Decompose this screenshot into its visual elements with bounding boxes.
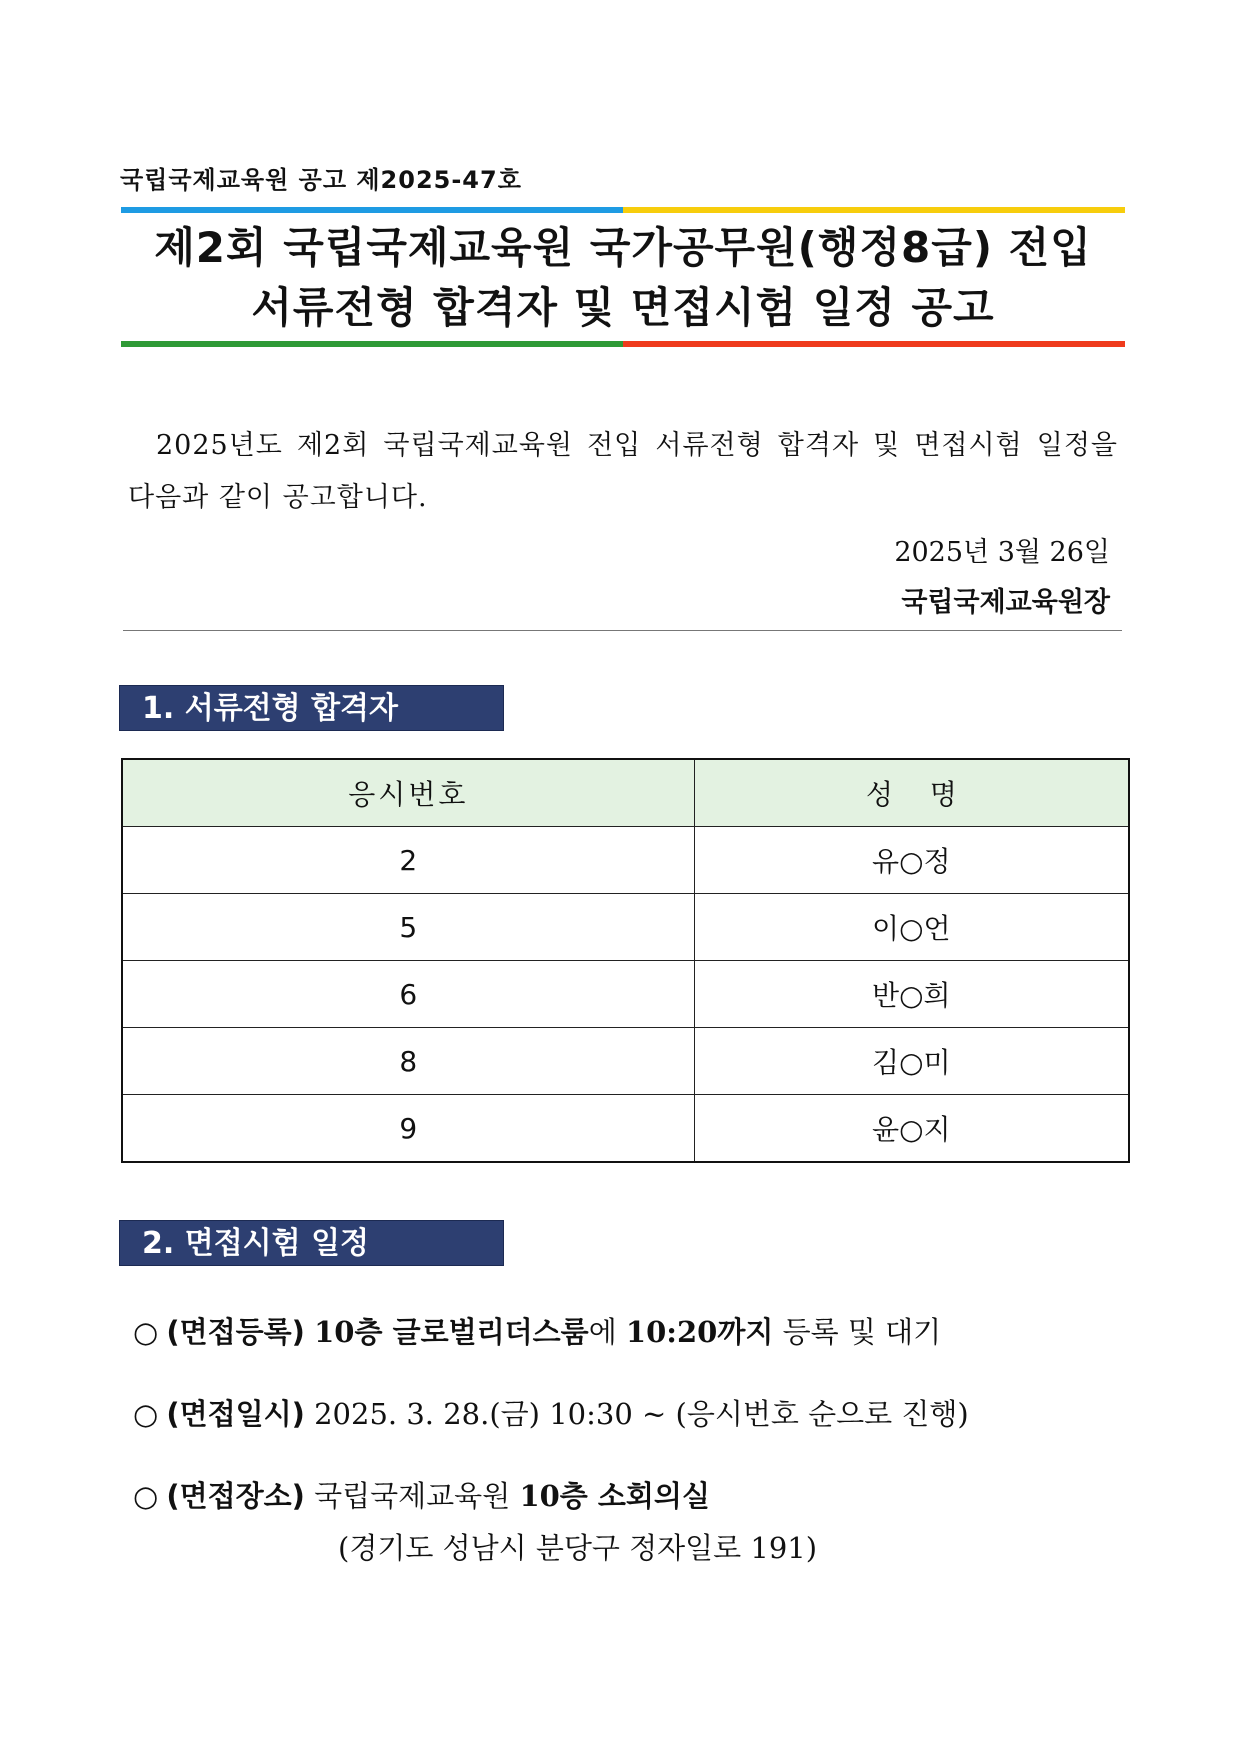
schedule-item-registration [133, 1310, 941, 1351]
registration-time: 10:20까지 [625, 1315, 774, 1349]
section-heading-passers: 1. 서류전형 합격자 [119, 685, 504, 731]
cell-name: 유○정 [694, 827, 1129, 894]
location-text: 국립국제교육원 [314, 1479, 520, 1513]
table-row [122, 827, 1129, 894]
cell-number: 6 [122, 961, 694, 1028]
cell-name: 이○언 [694, 894, 1129, 961]
location-room: 10층 소회의실 [519, 1479, 710, 1513]
registration-place: 10층 글로벌리더스룸 [314, 1315, 589, 1349]
announcement-date: 2025년 3월 26일 [894, 537, 1110, 568]
title-bar-top-left [121, 207, 623, 213]
cell-name: 윤○지 [694, 1095, 1129, 1163]
item-label: (면접장소) [166, 1479, 305, 1513]
cell-name: 김○미 [694, 1028, 1129, 1095]
table-row [122, 894, 1129, 961]
table-row [122, 961, 1129, 1028]
cell-number: 9 [122, 1095, 694, 1163]
table-row [122, 1028, 1129, 1095]
notice-number: 국립국제교육원 공고 제2025-47호 [120, 166, 522, 194]
table-row [122, 1095, 1129, 1163]
title-line-1: 제2회 국립국제교육원 국가공무원(행정8급) 전입 [154, 223, 1092, 272]
item-label: (면접일시) [166, 1397, 305, 1431]
schedule-item-location [133, 1474, 710, 1515]
schedule-item-datetime [133, 1392, 969, 1433]
section-heading-interview: 2. 면접시험 일정 [119, 1220, 504, 1266]
passers-table [121, 758, 1130, 1163]
title-bar-bottom-right [623, 341, 1125, 347]
bullet-circle-icon: ○ [133, 1315, 159, 1349]
divider [123, 630, 1122, 631]
title-line-2: 서류전형 합격자 및 면접시험 일정 공고 [251, 283, 995, 332]
cell-number: 5 [122, 894, 694, 961]
cell-number: 8 [122, 1028, 694, 1095]
bullet-circle-icon: ○ [133, 1479, 159, 1513]
title-bar-top-right [623, 207, 1125, 213]
signer: 국립국제교육원장 [901, 587, 1110, 618]
registration-text-2: 등록 및 대기 [773, 1315, 942, 1349]
location-address: (경기도 성남시 분당구 정자일로 191) [338, 1531, 818, 1565]
title-bar-bottom-left [121, 341, 623, 347]
table-header-row [122, 759, 1129, 827]
page-title [121, 218, 1125, 338]
cell-number: 2 [122, 827, 694, 894]
column-header-number: 응시번호 [122, 759, 694, 827]
bullet-circle-icon: ○ [133, 1397, 159, 1431]
registration-text: 에 [588, 1315, 626, 1349]
item-label: (면접등록) [166, 1315, 305, 1349]
interview-datetime: 2025. 3. 28.(금) 10:30 ~ (응시번호 순으로 진행) [314, 1397, 969, 1431]
cell-name: 반○희 [694, 961, 1129, 1028]
column-header-name: 성 명 [694, 759, 1129, 827]
intro-paragraph: 2025년도 제2회 국립국제교육원 전입 서류전형 합격자 및 면접시험 일정을 다음과 같이 공고합니다. [128, 430, 1118, 513]
